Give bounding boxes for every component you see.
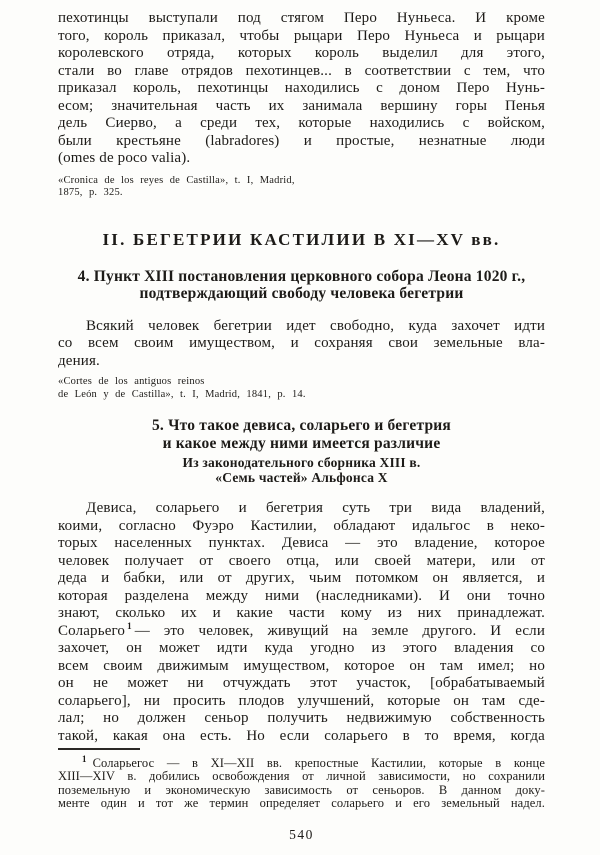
text-line: которая разделена между ними (наследниками). И они точно: [58, 587, 545, 604]
section5-body-footnote-line: [58, 620, 545, 641]
text-line: и какое между ними имеется различие: [162, 434, 441, 452]
citation-cortes: [58, 376, 545, 401]
text-line: XIII—XIV в. добились освобождения от личной зависимости, но сохранили: [58, 769, 545, 784]
text-line: Всякий человек бегетрии идет свободно, куда захочет идти: [86, 317, 545, 334]
text-line: подтверждающий свободу человека бегетрии: [139, 285, 464, 302]
section5-body-part1: [58, 500, 545, 623]
chapter-heading: II. БЕГЕТРИИ КАСТИЛИИ В XI—XV вв.: [102, 229, 501, 249]
text-line: были крестьяне (labradores) и простые, незнатные люди: [58, 132, 545, 149]
text-line: лал; но должен сеньор получить недвижимую собственность: [58, 710, 545, 726]
text-line: человек получает от своего отца, или своей матери, или от: [58, 552, 545, 569]
text-line: королевского отряда, которых король выделил для этого,: [58, 45, 545, 61]
text-line: коими, согласно Фуэро Кастилии, обладают идальгос в неко-: [58, 517, 545, 534]
footnote-separator: [58, 748, 140, 750]
footnote-body: [58, 770, 545, 810]
section4-title: [58, 268, 545, 303]
text-line: «Семь частей» Альфонса X: [215, 470, 388, 485]
text-line: всем своим движимым имуществом, которое он там имел; но: [58, 657, 545, 674]
text-line: есом; значительная часть их занимала вершину горы Пенья: [58, 97, 545, 114]
text-line: приказал король, пехотинцы находились с доном Перо Нунь-: [58, 80, 545, 96]
text-line: захочет, он может идти куда угодно из этого владения со: [58, 640, 545, 656]
text-line: 1875, p. 325.: [58, 187, 123, 198]
text-line: дения.: [58, 352, 100, 369]
text-line: de León y de Castilla», t. I, Madrid, 1841, p. 14.: [58, 388, 306, 400]
text-line: торых населенных пунктах. Девиса — это владение, которое: [58, 535, 545, 551]
text-line: пехотинцы выступали под стягом Перо Нуньеса. И кроме: [58, 10, 545, 26]
text-line: он не может ни отчуждать этот участок, [обрабатываемый: [58, 675, 545, 691]
text-line: того, король приказал, чтобы рыцари Перо Нуньеса и рыцари: [58, 27, 545, 44]
section5-subtitle: [58, 455, 545, 485]
text-line: знают, сколько их и какие части кому из них принадлежат.: [58, 605, 545, 621]
text-line: такой, какая она есть. Но если соларьего в то время, когда: [58, 727, 545, 744]
text-run: Соларьего: [58, 622, 126, 639]
text-line: со всем своим имуществом, и сохраняя свои земельные вла-: [58, 335, 545, 351]
text-line: поземельную и экономическую зависимость от сеньоров. В данном доку-: [58, 782, 545, 797]
footnote-marker: 1: [82, 753, 87, 764]
footnote: [58, 753, 545, 811]
text-line: Из законодательного сборника XIII в.: [182, 455, 421, 470]
citation-cronica: [58, 175, 545, 200]
text-line: (omes de poco valia).: [58, 150, 191, 166]
page-number: 540: [289, 826, 314, 842]
text-line: 4. Пункт XIII постановления церковного собора Леона 1020 г.,: [77, 267, 526, 285]
footnote-first-line: [58, 753, 545, 770]
text-run: Соларьегос — в XI—XII вв. крепостные Кастилии, которые в конце: [92, 756, 545, 770]
text-line: 5. Что такое девиса, соларьего и бегетрия: [151, 417, 451, 434]
text-run: — это человек, живущий на земле другого. И если: [134, 622, 545, 639]
text-line: «Cortes de los antiguos reinos: [58, 376, 205, 387]
text-line: Девиса, соларьего и бегетрия суть три вида владений,: [86, 500, 545, 516]
text-line: дель Сиерво, а среди тех, которые находились с войском,: [58, 115, 545, 131]
text-line: менте один и тот же термин определяет соларьего и его земельный надел.: [58, 796, 545, 811]
paragraph-continuation: [58, 10, 545, 168]
text-line: «Cronica de los reyes de Castilla», t. I, Madrid,: [58, 174, 295, 186]
section5-title: [58, 417, 545, 452]
text-line: стали во главе отрядов пехотинцев... в соответствии с тем, что: [58, 62, 545, 79]
text-line: деда и бабки, или от других, чьим потомком он является, и: [58, 570, 545, 586]
section4-body: [58, 318, 545, 371]
section5-body-part2: [58, 640, 545, 745]
text-line: соларьего], ни просить плодов улучшений, которые он там сде-: [58, 692, 545, 709]
footnote-reference: 1: [127, 620, 132, 631]
